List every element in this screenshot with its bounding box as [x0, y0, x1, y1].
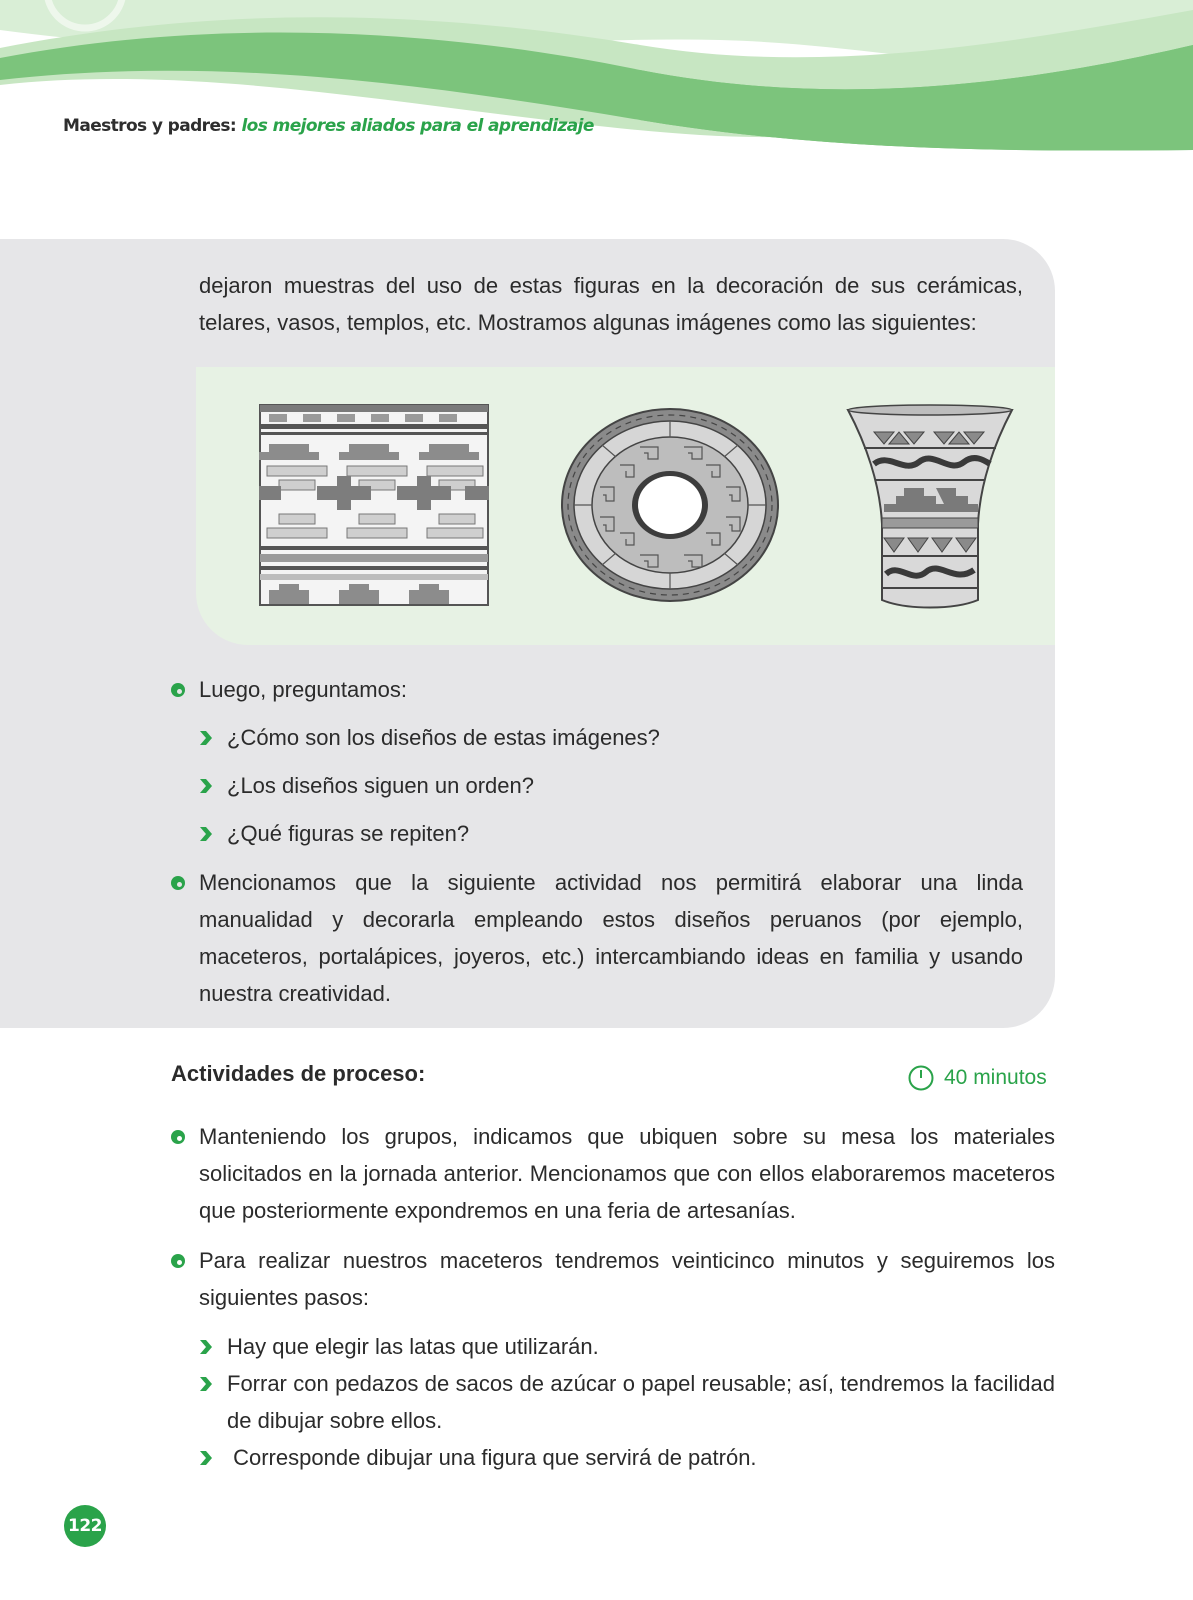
- bullet-icon: [171, 683, 185, 697]
- clock-icon: [908, 1065, 934, 1091]
- bullet-icon: [171, 1130, 185, 1144]
- chevron-right-icon: [200, 1377, 212, 1391]
- section-heading: Actividades de proceso:: [171, 1061, 426, 1086]
- page-number: 122: [64, 1505, 106, 1547]
- intro-paragraph: dejaron muestras del uso de estas figuras en la decoración de sus cerámicas, telares, vasos, templos, etc. Mostramos algunas imágenes como las siguientes:: [199, 273, 1023, 335]
- chevron-right-icon: [200, 827, 212, 841]
- process-paragraph: Para realizar nuestros maceteros tendremos veinticinco minutos y seguiremos los siguientes pasos:: [199, 1248, 1055, 1310]
- chevron-right-icon: [200, 779, 212, 793]
- time-label: 40 minutos: [944, 1066, 1047, 1089]
- time-indicator: [908, 1064, 1047, 1092]
- questions-lead: Luego, preguntamos:: [199, 677, 407, 702]
- question-item: ¿Los diseños siguen un orden?: [227, 773, 534, 798]
- step-item: Forrar con pedazos de sacos de azúcar o papel reusable; así, tendremos la facilidad de dibujar sobre ellos.: [227, 1371, 1055, 1433]
- bullet-icon: [171, 876, 185, 890]
- chevron-right-icon: [200, 1451, 212, 1465]
- process-paragraph: Manteniendo los grupos, indicamos que ubiquen sobre su mesa los materiales solicitados en la jornada anterior. Mencionamos que con ellos elaboraremos maceteros que posteriormente expondremos en una feria de artesanías.: [199, 1124, 1055, 1223]
- kero-vase-figure: [844, 404, 1016, 612]
- bullet-icon: [171, 1254, 185, 1268]
- closing-paragraph: Mencionamos que la siguiente actividad nos permitirá elaborar una linda manualidad y decorarla empleando estos diseños peruanos (por ejemplo, maceteros, portalápices, joyeros, etc.) intercambiando ideas en familia y usando nuestra creatividad.: [199, 870, 1023, 1006]
- running-head-title: Maestros y padres:: [63, 116, 237, 136]
- ceramic-plate-figure: [560, 407, 780, 603]
- step-item: Hay que elegir las latas que utilizarán.: [227, 1334, 599, 1359]
- header-wave: [0, 0, 1193, 160]
- chevron-right-icon: [200, 1340, 212, 1354]
- chevron-right-icon: [200, 731, 212, 745]
- textile-pattern-figure: [259, 404, 489, 606]
- question-item: ¿Qué figuras se repiten?: [227, 821, 470, 846]
- running-head-subtitle: los mejores aliados para el aprendizaje: [241, 116, 594, 136]
- question-item: ¿Cómo son los diseños de estas imágenes?: [227, 725, 660, 750]
- step-item: Corresponde dibujar una figura que servirá de patrón.: [227, 1445, 757, 1470]
- running-head: [63, 116, 594, 136]
